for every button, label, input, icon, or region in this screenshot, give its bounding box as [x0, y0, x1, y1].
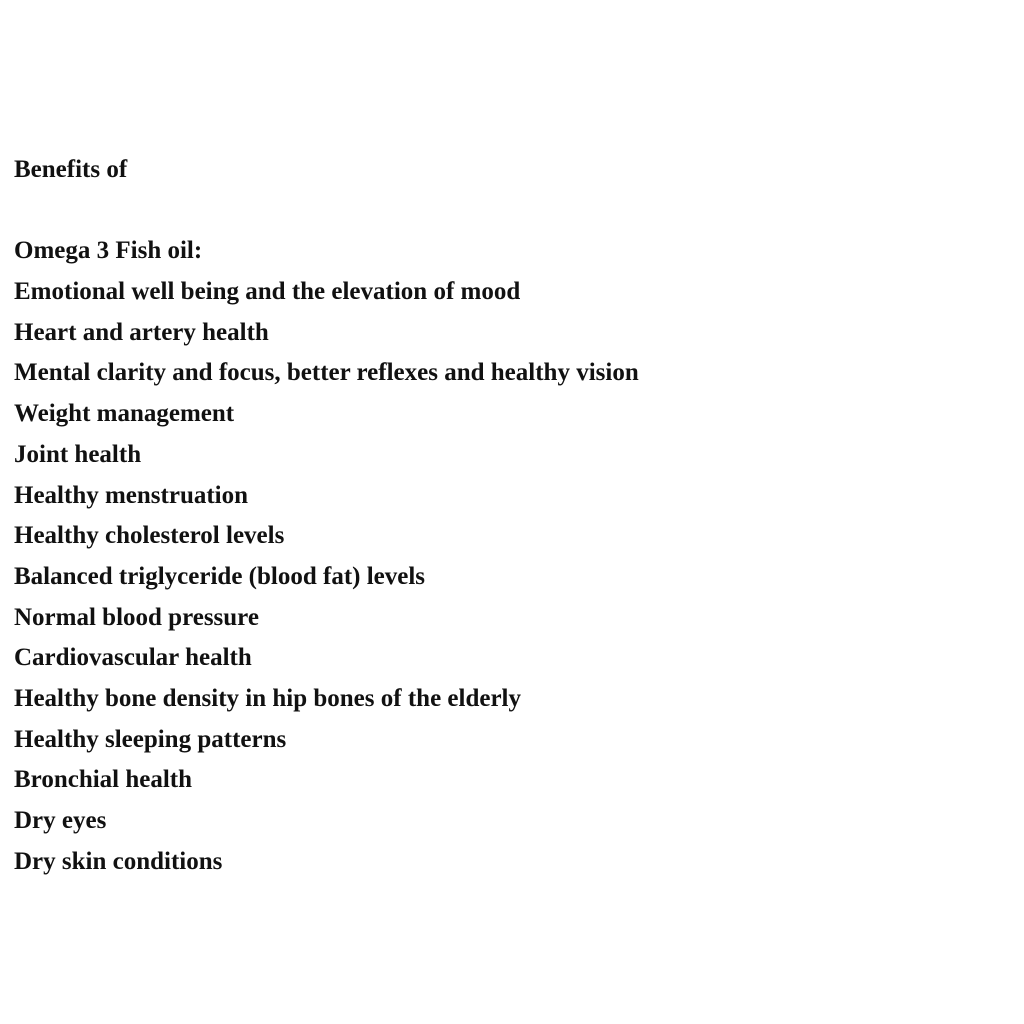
document-body	[14, 150, 1004, 882]
benefit-item: Weight management	[14, 400, 235, 428]
benefit-item: Healthy sleeping patterns	[14, 725, 287, 753]
benefit-item: Balanced triglyceride (blood fat) levels	[14, 562, 426, 590]
benefit-item: Bronchial health	[14, 766, 193, 794]
benefit-item: Emotional well being and the elevation of mood	[14, 278, 521, 306]
benefit-item: Cardiovascular health	[14, 644, 252, 672]
title-line-1: Benefits of	[14, 156, 128, 183]
benefit-item: Healthy menstruation	[14, 481, 249, 509]
benefit-item: Dry skin conditions	[14, 847, 223, 875]
benefits-list	[14, 272, 1004, 882]
benefit-item: Dry eyes	[14, 807, 107, 834]
benefit-item: Mental clarity and focus, better reflexes and healthy vision	[14, 359, 639, 387]
blank-line	[14, 191, 1004, 232]
benefit-item: Healthy bone density in hip bones of the elderly	[14, 684, 521, 712]
benefit-item: Normal blood pressure	[14, 603, 259, 631]
benefit-item: Heart and artery health	[14, 318, 269, 346]
title-line-2: Omega 3 Fish oil:	[14, 237, 203, 265]
benefit-item: Joint health	[14, 440, 142, 468]
benefit-item: Healthy cholesterol levels	[14, 522, 285, 550]
